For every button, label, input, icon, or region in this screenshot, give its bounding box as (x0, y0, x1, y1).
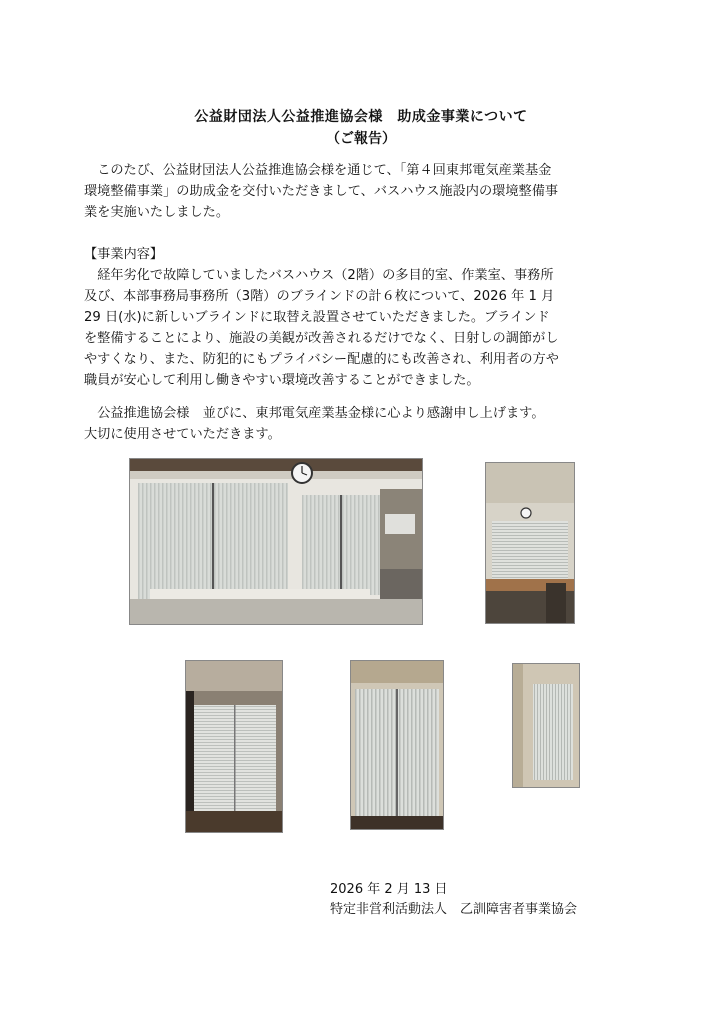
document-title: 公益財団法人公益推進協会様 助成金事業について (194, 109, 528, 125)
photo-double-blind (350, 660, 444, 830)
thanks-paragraph (84, 403, 644, 445)
document-subtitle: （ご報告） (326, 131, 396, 147)
photo-narrow-blind (512, 663, 580, 788)
report-date: 2026 年 2 月 13 日 (330, 882, 448, 897)
section-heading: 【事業内容】 (84, 247, 164, 262)
blinds-photo-image (486, 463, 574, 623)
intro-line: このたび、公益財団法人公益推進協会様を通じて、「第４回東邦電気産業基金 (97, 163, 552, 178)
blinds-photo-image (130, 459, 422, 624)
detail-line: 29 日(水)に新しいブラインドに取替え設置させていただきました。ブラインド (84, 310, 550, 325)
photo-office-blind (185, 660, 283, 833)
project-details (84, 244, 644, 391)
photo-work-room-blind (485, 462, 575, 624)
intro-line: 業を実施いたしました。 (84, 205, 230, 220)
detail-line: 及び、本部事務局事務所（3階）のブラインドの計６枚について、2026 年 1 月 (84, 289, 555, 304)
blinds-photo-image (186, 661, 282, 832)
detail-line: 経年劣化で故障していましたバスハウス（2階）の多目的室、作業室、事務所 (97, 268, 554, 283)
detail-line: 職員が安心して利用し働きやすい環境改善することができました。 (84, 373, 480, 388)
thanks-line: 公益推進協会様 並びに、東邦電気産業基金様に心より感謝申し上げます。 (97, 406, 545, 421)
intro-paragraph (84, 160, 644, 223)
thanks-line: 大切に使用させていただきます。 (84, 427, 281, 442)
detail-line: を整備することにより、施設の美観が改善されるだけでなく、日射しの調節がし (84, 331, 559, 346)
blinds-photo-image (513, 664, 579, 787)
organization-name: 特定非営利活動法人 乙訓障害者事業協会 (330, 902, 578, 917)
blinds-photo-image (351, 661, 443, 829)
intro-line: 環境整備事業」の助成金を交付いただきまして、バスハウス施設内の環境整備事 (84, 184, 559, 199)
photo-multipurpose-room-blinds (129, 458, 423, 625)
detail-line: やすくなり、また、防犯的にもプライバシー配慮的にも改善され、利用者の方や (84, 352, 559, 367)
